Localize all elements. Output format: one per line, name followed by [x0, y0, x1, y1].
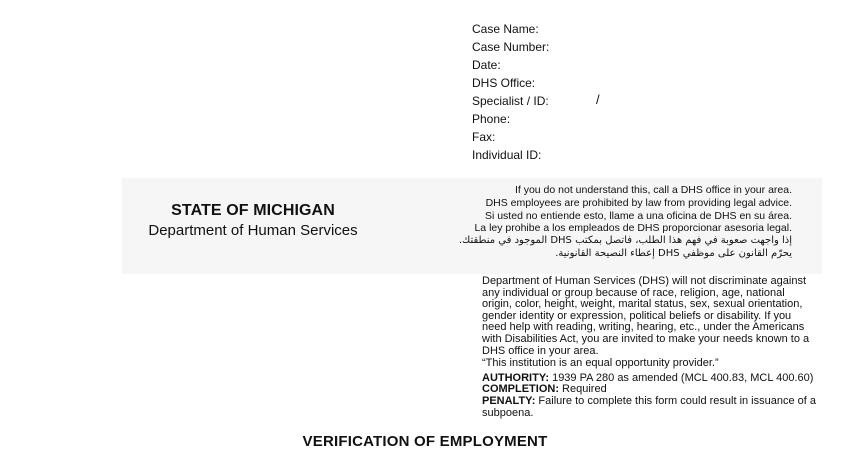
case-name-label: Case Name:	[472, 22, 539, 36]
phone-label: Phone:	[472, 112, 511, 126]
completion-label: COMPLETION:	[482, 383, 559, 396]
notice-english-2: DHS employees are prohibited by law from providing legal advice.	[485, 196, 792, 209]
completion-text: Required	[559, 383, 607, 396]
penalty-line	[482, 396, 817, 419]
authority-text: 1939 PA 280 as amended (MCL 400.83, MCL 400.60)	[549, 371, 814, 384]
language-notice	[422, 184, 792, 261]
notice-english-1: If you do not understand this, call a DHS office in your area.	[514, 184, 792, 196]
notice-spanish-2: La ley prohibe a los empleados de DHS proporcionar asesoria legal.	[474, 222, 792, 235]
case-number-label: Case Number:	[472, 40, 550, 54]
authority-label: AUTHORITY:	[482, 371, 550, 384]
state-name: STATE OF MICHIGAN	[171, 202, 335, 219]
nondiscrimination-statement: Department of Human Services (DHS) will not discriminate against any individual or group because of race, religion, age, national origin, color, height, weight, marital status, sex, sexual orientation, gender identity or expression, political beliefs or disability. If you need help with reading, writing, hearing, etc., under the Americans with Disabilities Act, you are invited to make your needs known to a DHS office in your area.	[482, 275, 810, 357]
dhs-office-label: DHS Office:	[472, 76, 536, 90]
policy-block	[482, 276, 817, 419]
date-label: Date:	[472, 58, 501, 72]
penalty-label: PENALTY:	[482, 394, 536, 407]
form-title: VERIFICATION OF EMPLOYMENT	[302, 433, 548, 450]
department-name: Department of Human Services	[148, 222, 358, 239]
penalty-text: Failure to complete this form could result in issuance of a subpoena.	[482, 394, 817, 419]
notice-arabic-2: يحرّم القانون على موظفي DHS إعطاء النصيحة القانونية.	[555, 247, 792, 259]
specialist-id-label: Specialist / ID:	[472, 94, 549, 108]
notice-arabic-1: إذا واجهت صعوبة في فهم هذا الطلب، فاتصل بمكتب DHS الموجود في منطقتك.	[458, 235, 792, 247]
agency-header	[122, 178, 822, 274]
notice-spanish-1: Si usted no entiende esto, llame a una oficina de DHS en su área.	[484, 209, 792, 222]
individual-id-label: Individual ID:	[472, 148, 542, 162]
specialist-id-separator: /	[596, 92, 600, 107]
case-info-fields	[472, 20, 549, 164]
equal-opportunity-statement: “This institution is an equal opportunity provider.”	[482, 357, 719, 370]
fax-label: Fax:	[472, 130, 496, 144]
